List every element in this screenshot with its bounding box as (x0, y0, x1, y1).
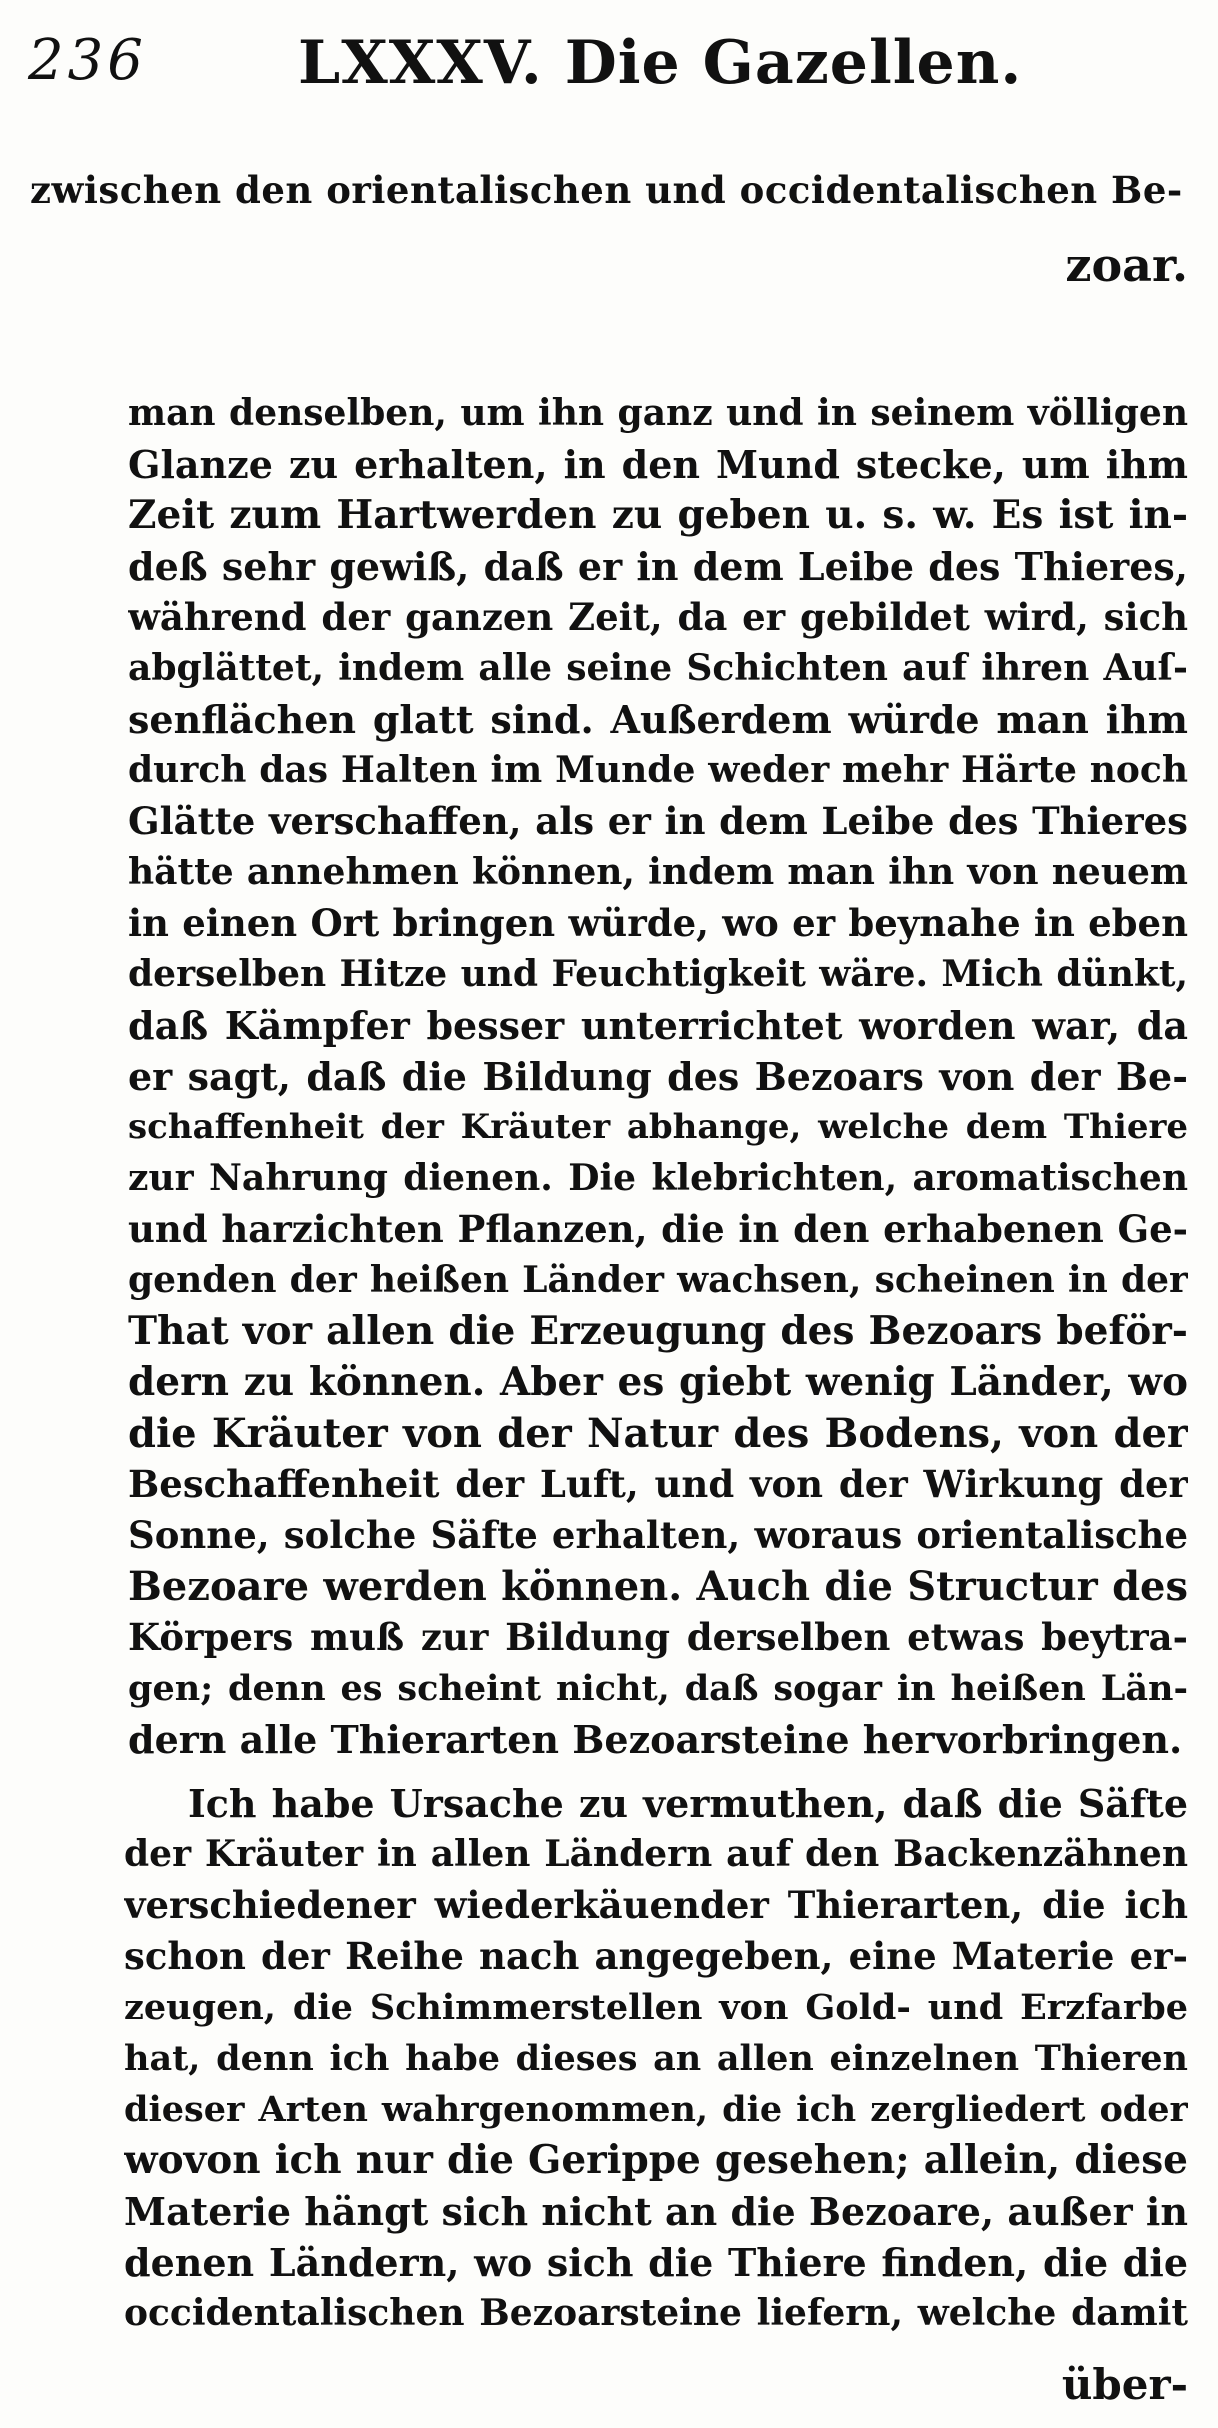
paragraph-1 (128, 388, 1188, 1765)
text-line: derselben Hitze und Feuchtigkeit wäre. Mich dünkt, (128, 953, 1188, 995)
page-number: 236 (28, 28, 147, 93)
text-line: occidentalischen Bezoarsteine liefern, welche damit (124, 2292, 1188, 2334)
text-line: senflächen glatt sind. Außerdem würde man ihm (128, 697, 1188, 742)
text-line: während der ganzen Zeit, da er gebildet wird, sich (128, 595, 1188, 639)
text-line: schaffenheit der Kräuter abhange, welche dem Thiere (128, 1107, 1188, 1147)
text-line: Sonne, solche Säfte erhalten, woraus orientalische (128, 1513, 1188, 1557)
text-line: dern alle Thierarten Bezoarsteine hervorbringen. (128, 1717, 1183, 1762)
text-line: Materie hängt sich nicht an die Bezoare, außer in (124, 2189, 1188, 2234)
catchword: über- (1061, 2360, 1188, 2409)
text-line: der Kräuter in allen Ländern auf den Backenzähnen (124, 1833, 1188, 1875)
running-title: LXXXV. Die Gazellen. (298, 28, 1023, 98)
text-line: hat, denn ich habe dieses an allen einzelnen Thieren (124, 2038, 1188, 2079)
text-line: zur Nahrung dienen. Die klebrichten, aromatischen (128, 1157, 1188, 1199)
text-line: abglättet, indem alle seine Schichten auf ihren Auſ- (128, 647, 1188, 689)
text-line: Bezoare werden können. Auch die Structur des (128, 1563, 1188, 1610)
text-line: durch das Halten im Munde weder mehr Härte noch (128, 749, 1188, 791)
text-line: in einen Ort bringen würde, wo er beynahe in eben (128, 901, 1188, 945)
text-line: er sagt, daß die Bildung des Bezoars von der Be- (128, 1054, 1188, 1099)
text-line: wovon ich nur die Gerippe gesehen; allein, diese (124, 2137, 1188, 2183)
text-line: Glätte verschaffen, als er in dem Leibe des Thieres (128, 799, 1188, 843)
text-line: denen Ländern, wo sich die Thiere finden, die die (124, 2240, 1188, 2285)
text-line: genden der heißen Länder wachsen, scheinen in der (128, 1259, 1188, 1301)
text-line: dieser Arten wahrgenommen, die ich zergliedert oder (124, 2089, 1188, 2130)
text-line: man denselben, um ihn ganz und in seinem völligen (128, 392, 1188, 434)
carry-over-end: zoar. (1065, 238, 1188, 292)
text-line: Körpers muß zur Bildung derselben etwas beytra- (128, 1615, 1188, 1659)
text-line: dern zu können. Aber es giebt wenig Länder, wo (128, 1359, 1188, 1405)
text-line: deß sehr gewiß, daß er in dem Leibe des Thieres, (128, 544, 1188, 589)
text-line: gen; denn es scheint nicht, daß sogar in heißen Län- (128, 1668, 1188, 1709)
text-line: zeugen, die Schimmerstellen von Gold- und Erzfarbe (124, 1987, 1188, 2028)
text-line: Zeit zum Hartwerden zu geben u. s. w. Es ist in- (128, 492, 1188, 538)
text-line: Beschaffenheit der Luft, und von der Wirkung der (128, 1462, 1188, 1506)
text-line: hätte annehmen können, indem man ihn von neuem (128, 851, 1188, 893)
text-line: Glanze zu erhalten, in den Mund stecke, um ihm (128, 442, 1188, 487)
text-line: schon der Reihe nach angegeben, eine Materie er- (124, 1934, 1188, 1978)
text-line: und harzichten Pflanzen, die in den erhabenen Ge- (128, 1207, 1188, 1251)
carry-over-line: zwischen den orientalischen und occidentalischen Be- (30, 168, 1183, 212)
text-line: Ich habe Ursache zu vermuthen, daß die Säfte (188, 1781, 1188, 1826)
text-line: That vor allen die Erzeugung des Bezoars beför- (128, 1308, 1188, 1354)
text-line: daß Kämpfer besser unterrichtet worden war, da (128, 1003, 1188, 1048)
paragraph-2 (124, 1778, 1188, 2339)
page-header (28, 28, 1188, 108)
text-line: verschiedener wiederkäuender Thierarten, die ich (124, 1883, 1188, 1927)
text-line: die Kräuter von der Natur des Bodens, von der (128, 1410, 1188, 1457)
